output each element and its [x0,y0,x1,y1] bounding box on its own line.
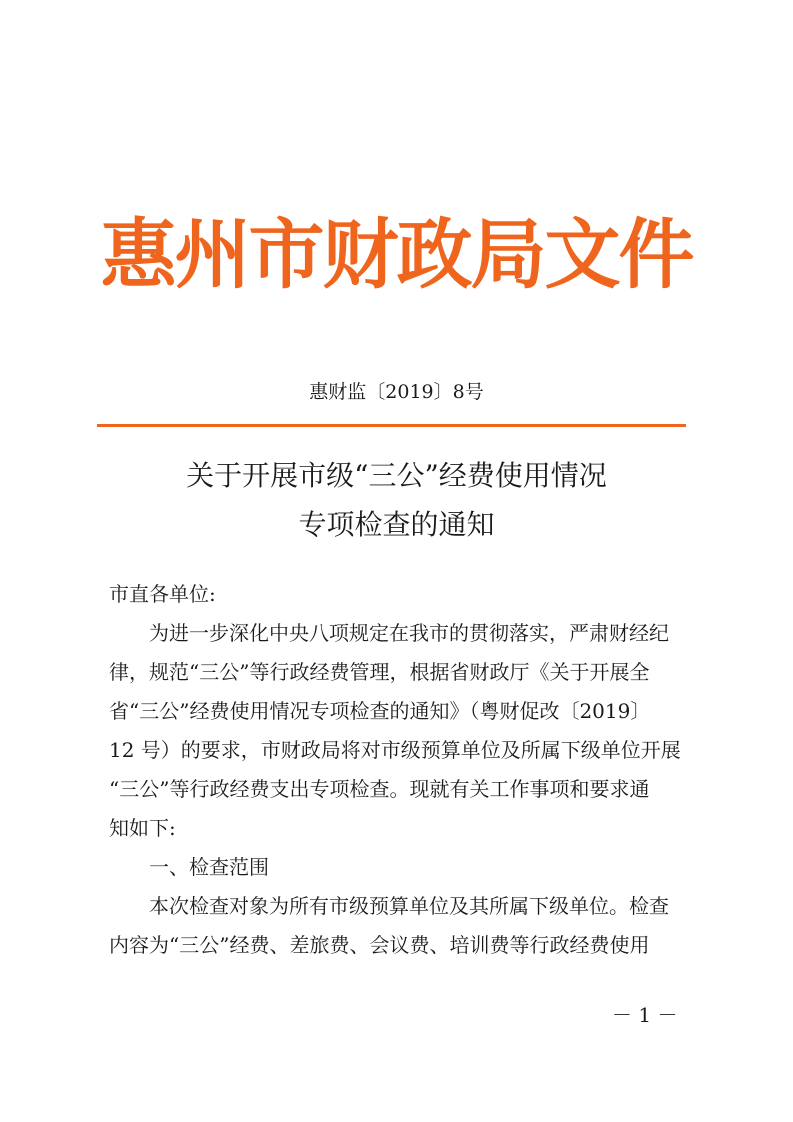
page-number: － 1 － [612,1003,678,1027]
paragraph-line: 内容为“三公”经费、差旅费、会议费、培训费等行政经费使用 [109,933,650,957]
header-divider-line [97,424,686,427]
notice-title [0,456,793,545]
paragraph-line: 律，规范“三公”等行政经费管理，根据省财政厅《关于开展全 [109,660,650,684]
paragraph-scope [109,887,687,965]
paragraph-line: 省“三公”经费使用情况专项检查的通知》（粤财促改〔2019〕 [109,699,651,723]
notice-title-line-1: 关于开展市级“三公”经费使用情况 [186,459,607,492]
section-heading-scope: 一、检查范围 [149,855,269,879]
paragraph-line: 12 号）的要求，市财政局将对市级预算单位及所属下级单位开展 [109,738,681,762]
paragraph-line: 本次检查对象为所有市级预算单位及其所属下级单位。检查 [149,894,669,918]
document-number: 惠财监〔2019〕8号 [309,381,484,403]
document-header-title: 惠州市财政局文件 [100,210,693,299]
paragraph-intro [109,614,687,848]
notice-title-line-2: 专项检查的通知 [298,508,495,541]
addressee: 市直各单位: [109,582,216,606]
paragraph-line: 为进一步深化中央八项规定在我市的贯彻落实，严肃财经纪 [149,621,669,645]
paragraph-line: 知如下: [109,816,176,840]
paragraph-line: “三公”等行政经费支出专项检查。现就有关工作事项和要求通 [109,777,650,801]
